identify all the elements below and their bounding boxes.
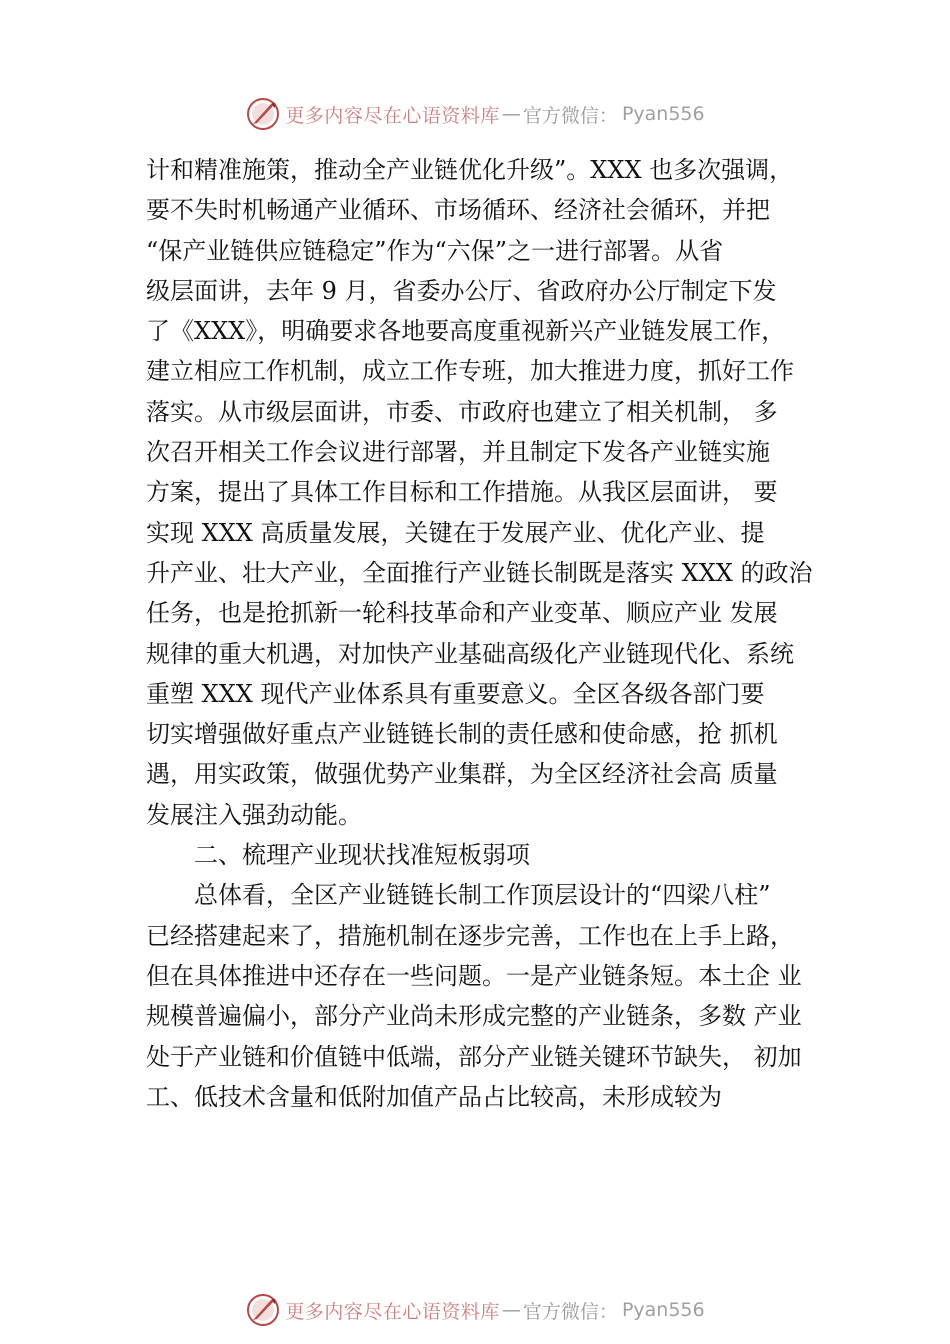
text-line: 工、低技术含量和低附加值产品占比较高，未形成较为 bbox=[146, 1082, 722, 1111]
watermark-wechat-label: 官方微信： bbox=[522, 1300, 618, 1323]
text-line: 升产业、壮大产业，全面推行产业链长制既是落实 XXX 的政治 bbox=[146, 558, 813, 587]
text-line: 发展注入强劲动能。 bbox=[146, 800, 362, 829]
text-line: 计和精准施策，推动全产业链优化升级”。XXX 也多次强调， bbox=[146, 156, 794, 184]
text-line: 级层面讲，去年 9 月，省委办公厅、省政府办公厅制定下发 bbox=[146, 276, 777, 305]
text-line: 落实。从市级层面讲，市委、市政府也建立了相关机制， 多 bbox=[146, 397, 778, 426]
text-line: 任务，也是抢抓新一轮科技革命和产业变革、顺应产业 发展 bbox=[146, 599, 778, 628]
text-line: 实现 XXX 高质量发展，关键在于发展产业、优化产业、提 bbox=[146, 518, 765, 547]
text-line: 要不失时机畅通产业循环、市场循环、经济社会循环，并把 bbox=[146, 196, 770, 225]
watermark-header bbox=[0, 94, 950, 134]
quill-seal-icon bbox=[245, 96, 281, 132]
text-line: 处于产业链和价值链中低端，部分产业链关键环节缺失， 初加 bbox=[146, 1042, 802, 1071]
text-line: 建立相应工作机制，成立工作专班，加大推进力度，抓好工作 bbox=[146, 357, 794, 386]
text-line: 切实增强做好重点产业链链长制的责任感和使命感，抢 抓机 bbox=[146, 720, 778, 749]
text-line: 遇，用实政策，做强优势产业集群，为全区经济社会高 质量 bbox=[146, 760, 778, 789]
text-line: 已经搭建起来了，措施机制在逐步完善，工作也在上手上路， bbox=[146, 921, 794, 950]
text-line: 重塑 XXX 现代产业体系具有重要意义。全区各级各部门要 bbox=[146, 679, 765, 708]
watermark-wechat-id: Pyan556 bbox=[621, 1299, 705, 1321]
text-line: 了《XXX》，明确要求各地要高度重视新兴产业链发展工作， bbox=[146, 317, 786, 346]
watermark-site-name: 更多内容尽在心语资料库 bbox=[285, 104, 500, 127]
text-line: 规律的重大机遇，对加快产业基础高级化产业链现代化、系统 bbox=[146, 639, 794, 668]
quill-seal-icon bbox=[245, 1292, 281, 1328]
watermark-separator: — bbox=[501, 1299, 521, 1321]
watermark-wechat-id: Pyan556 bbox=[621, 103, 705, 125]
watermark-separator: — bbox=[501, 103, 521, 125]
watermark-wechat-label: 官方微信： bbox=[522, 104, 618, 127]
watermark-footer bbox=[0, 1290, 950, 1330]
text-line: 总体看，全区产业链链长制工作顶层设计的“四梁八柱” bbox=[194, 881, 771, 910]
text-line: 次召开相关工作会议进行部署，并且制定下发各产业链实施 bbox=[146, 438, 770, 467]
text-line: 规模普遍偏小，部分产业尚未形成完整的产业链条，多数 产业 bbox=[146, 1002, 802, 1031]
text-line: 但在具体推进中还存在一些问题。一是产业链条短。本土企 业 bbox=[146, 961, 802, 990]
document-body bbox=[146, 150, 834, 1117]
text-line: 方案，提出了具体工作目标和工作措施。从我区层面讲， 要 bbox=[146, 478, 778, 507]
watermark-site-name: 更多内容尽在心语资料库 bbox=[285, 1300, 500, 1323]
text-line: 二、梳理产业现状找准短板弱项 bbox=[194, 841, 530, 870]
text-line: “保产业链供应链稳定”作为“六保”之一进行部署。从省 bbox=[146, 236, 724, 265]
